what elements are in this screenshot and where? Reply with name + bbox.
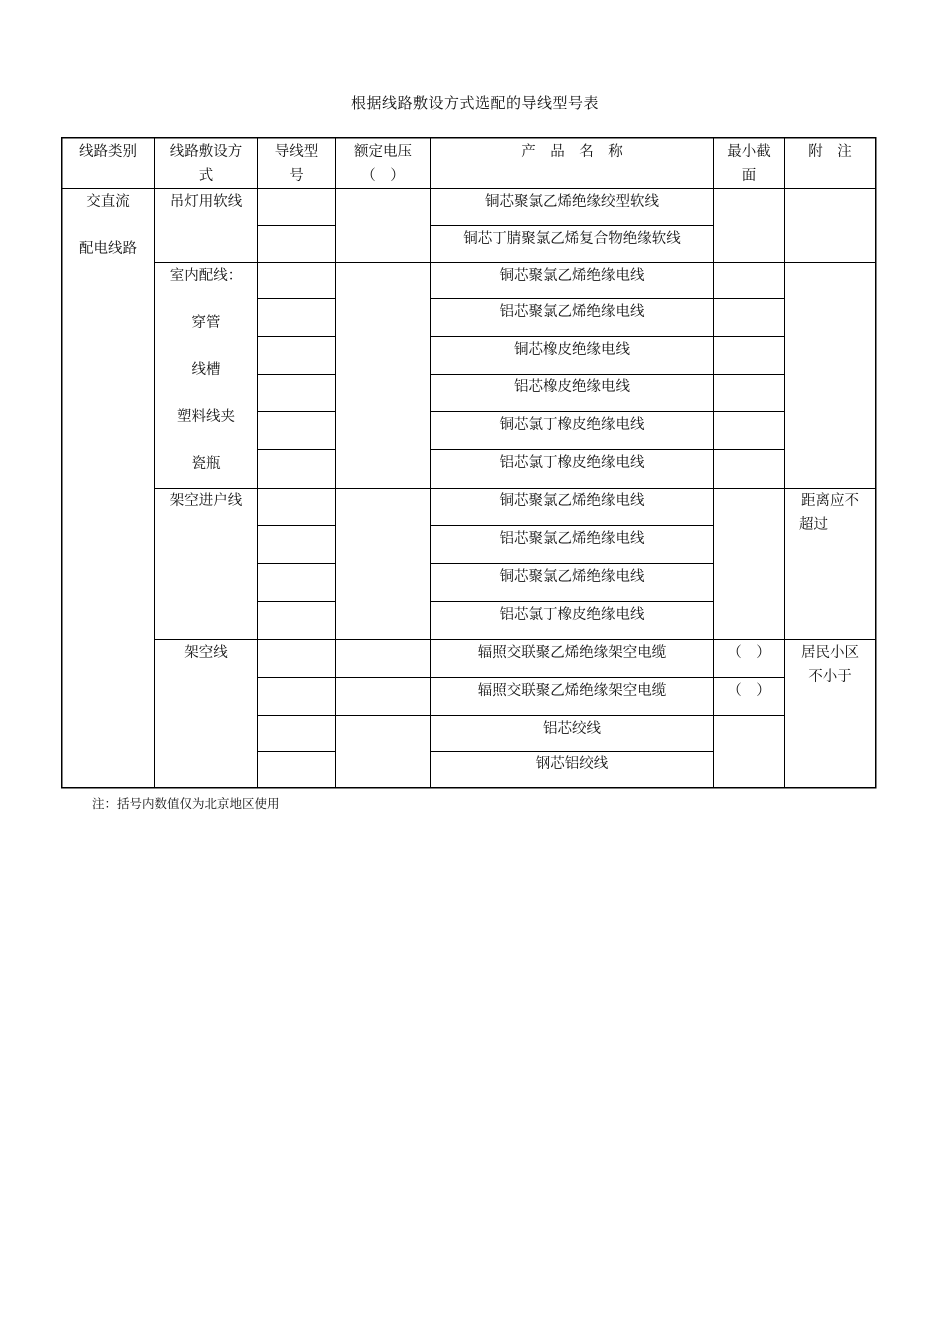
product-name: 铜芯聚氯乙烯绝缘电线 [499,268,645,284]
header-category: 线路类别 [79,144,137,160]
method-pendant: 吊灯用软线 [169,194,243,210]
header-voltage-line2: （ ） [361,168,405,184]
category-line1: 交直流 [86,194,130,210]
header-min-section-line1: 最小截 [727,144,771,160]
method-clip: 塑料线夹 [177,409,235,425]
remark-service-drop [785,489,875,537]
header-product: 产 品 名 称 [521,144,623,160]
product-name: 辐照交联聚乙烯绝缘架空电缆 [477,645,667,661]
header-model [258,140,335,188]
method-trunking: 线槽 [191,362,221,378]
product-name: 辐照交联聚乙烯绝缘架空电缆 [477,683,667,699]
product-name: 铜芯橡皮绝缘电线 [514,342,630,358]
header-method-line2: 式 [198,168,214,184]
header-model-line2: 号 [289,168,304,184]
product-name: 铝芯聚氯乙烯绝缘电线 [499,304,645,320]
table-title: 根据线路敷设方式选配的导线型号表 [350,94,599,112]
product-name: 铜芯聚氯乙烯绝缘电线 [499,569,645,585]
method-overhead: 架空线 [184,645,228,661]
method-indoor: 室内配线： [169,268,243,284]
header-voltage-line1: 额定电压 [354,144,412,160]
footnote: 注：括号内数值仅为北京地区使用 [92,796,280,811]
product-name: 铜芯聚氯乙烯绝缘电线 [499,493,645,509]
product-name: 铝芯氯丁橡皮绝缘电线 [499,607,645,623]
product-name: 铝芯聚氯乙烯绝缘电线 [499,531,645,547]
remark-service-drop-line1: 距离应不 [801,493,859,509]
header-min-section [714,140,784,188]
remark-overhead [785,641,875,689]
category-line2: 配电线路 [79,241,137,257]
method-service-drop: 架空进户线 [169,493,243,509]
min-section-overhead-1: （ ） [727,645,771,661]
header-min-section-line2: 面 [741,168,757,184]
header-method-line1: 线路敷设方 [169,144,243,160]
header-voltage [336,140,430,188]
min-section-overhead-2: （ ） [727,683,771,699]
product-name: 钢芯铝绞线 [535,756,609,772]
header-model-line1: 导线型 [274,144,319,160]
remark-overhead-line1: 居民小区 [801,645,859,661]
remark-overhead-line2: 不小于 [808,669,852,685]
product-name: 铜芯聚氯乙烯绝缘绞型软线 [485,194,659,210]
product-name: 铜芯氯丁橡皮绝缘电线 [499,417,645,433]
remark-service-drop-line2: 超过 [799,517,828,533]
method-porcelain: 瓷瓶 [191,456,221,472]
header-remark: 附 注 [808,144,852,160]
product-name: 铝芯橡皮绝缘电线 [514,379,630,395]
product-name: 铜芯丁腈聚氯乙烯复合物绝缘软线 [463,231,681,247]
product-name: 铝芯氯丁橡皮绝缘电线 [499,455,645,471]
method-conduit: 穿管 [191,315,221,331]
header-method [155,140,257,188]
product-name: 铝芯绞线 [543,721,601,737]
